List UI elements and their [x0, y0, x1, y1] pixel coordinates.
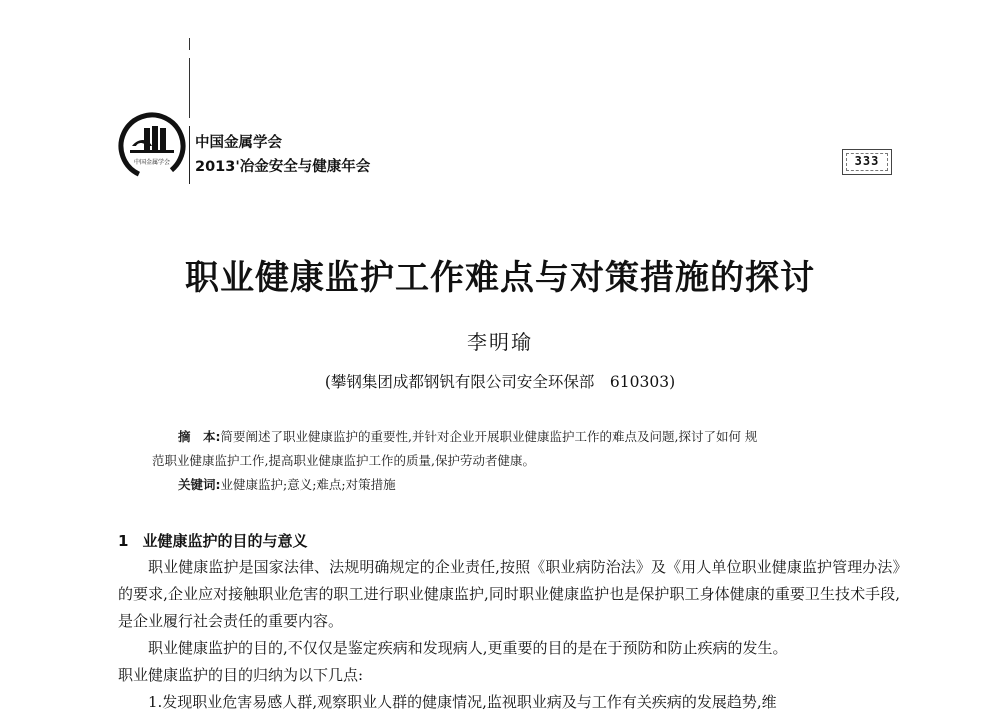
- abstract-block: [152, 425, 887, 497]
- article-title: 职业健康监护工作难点与对策措施的探讨: [185, 258, 815, 298]
- logo-caption: 中国金属学会: [133, 159, 171, 166]
- body-paragraph-3: 职业健康监护的目的归纳为以下几点:: [118, 666, 364, 684]
- keywords-text: 业健康监护;意义;难点;对策措施: [220, 477, 396, 492]
- society-logo-icon: [118, 112, 186, 180]
- page-number-box: [842, 149, 892, 175]
- section-title: 业健康监护的目的与意义: [142, 532, 308, 550]
- top-margin-line: [189, 58, 190, 118]
- abstract-line-1: [152, 425, 887, 449]
- section-body: [118, 554, 900, 716]
- header-separator: [189, 126, 190, 184]
- body-paragraph-1: 职业健康监护是国家法律、法规明确规定的企业责任,按照《职业病防治法》及《用人单位职业健康监护管理办法》的要求,企业应对接触职业危害的职工进行职业健康监护,同时职业健康监护也是保护职工身体健康的重要卫生技术手段,是企业履行社会责任的重要内容。: [118, 558, 900, 630]
- abstract-text-1: 简要阐述了职业健康监护的重要性,并针对企业开展职业健康监护工作的难点及问题,探讨了如何 规: [220, 429, 758, 444]
- journal-header: [195, 131, 370, 179]
- page-number: 333: [854, 154, 880, 168]
- author-affiliation: (攀钢集团成都钢钒有限公司安全环保部 610303): [324, 373, 676, 391]
- keywords-line: [152, 473, 887, 497]
- keywords-label: 关键词:: [178, 477, 221, 492]
- author-name: 李明瑜: [467, 330, 533, 354]
- abstract-label: 摘 本:: [178, 429, 221, 444]
- section-heading: [118, 530, 307, 551]
- org-name: 中国金属学会: [195, 135, 282, 151]
- body-paragraph-4: 1.发现职业危害易感人群,观察职业人群的健康情况,监视职业病及与工作有关疾病的发展趋势,维: [148, 693, 777, 711]
- top-margin-mark: [189, 38, 190, 50]
- section-number: 1: [118, 532, 129, 550]
- body-paragraph-2: 职业健康监护的目的,不仅仅是鉴定疾病和发现病人,更重要的目的是在于预防和防止疾病的发生。: [148, 639, 788, 657]
- abstract-line-2: 范职业健康监护工作,提高职业健康监护工作的质量,保护劳动者健康。: [152, 453, 535, 468]
- conference-name: 2013'冶金安全与健康年会: [195, 159, 371, 175]
